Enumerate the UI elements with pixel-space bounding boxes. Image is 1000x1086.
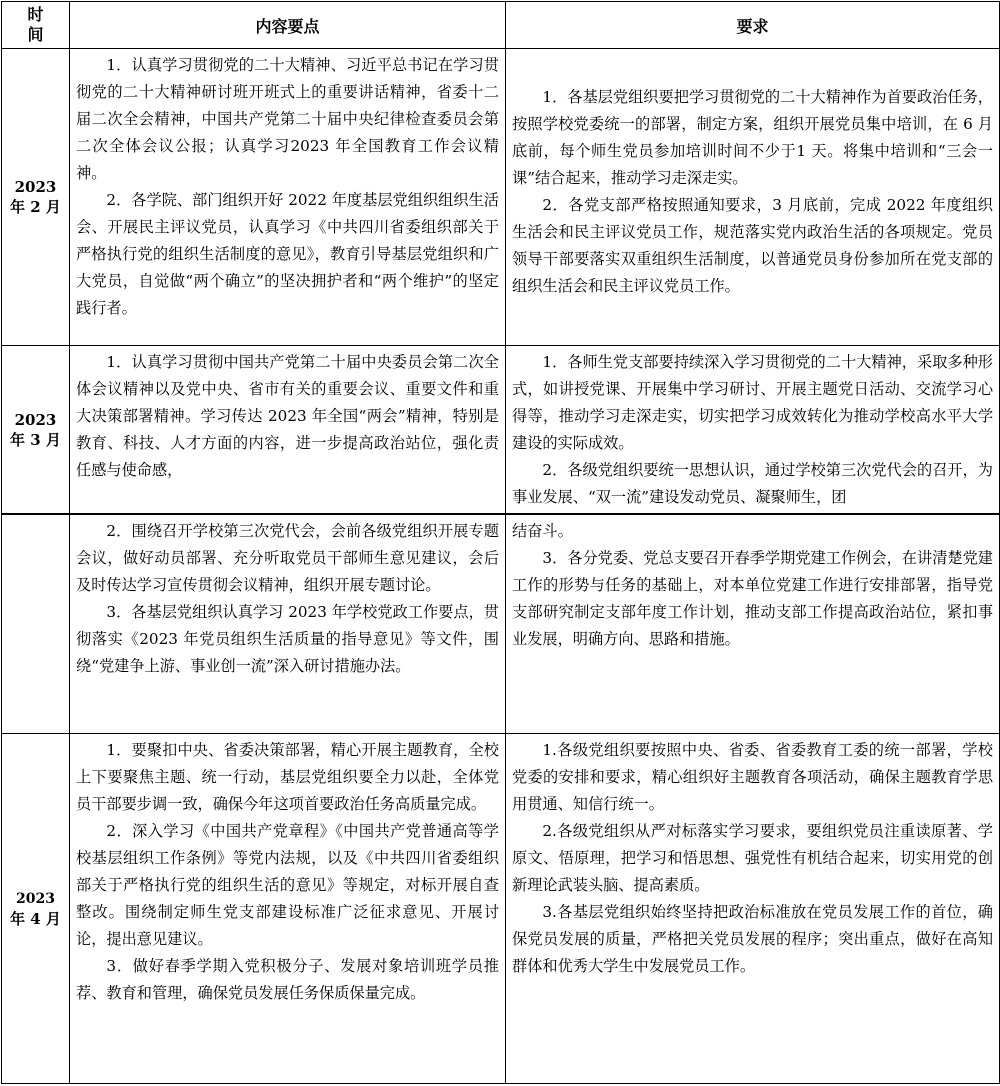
content-paragraph: 1．认真学习贯彻中国共产党第二十届中央委员会第二次全体会议精神以及党中央、省市有关的重要会议、重要文件和重大决策部署精神。学习传达 2023 年全国“两会”精神，特别是教育、科技、人才方面的内容，进一步提高政治站位，强化责任感与使命感， [76,353,499,479]
time-cell-empty [2,515,70,734]
requirements-cell-mar [506,346,1000,514]
requirements-paragraph: 3．各分党委、党总支要召开春季学期党建工作例会，在讲清楚党建工作的形势与任务的基础上，对本单位党建工作进行安排部署，指导党支部研究制定支部年度工作计划，推动支部工作提高政治站位，紧扣事业发展，明确方向、思路和措施。 [512,549,993,648]
header-content-label: 内容要点 [255,16,320,36]
plan-table-part-1 [1,1,1000,514]
content-paragraph: 3．各基层党组织认真学习 2023 年学校党政工作要点，贯彻落实《2023 年党员组织生活质量的指导意见》等文件，围绕“党建争上游、事业创一流”深入研讨措施办法。 [76,603,499,675]
requirements-paragraph: 1．各基层党组织要把学习贯彻党的二十大精神作为首要政治任务，按照学校党委统一的部署，制定方案，组织开展党员集中培训，在 6 月底前，每个师生党员参加培训时间不少于1 天。将集中培训和“三会一课”结合起来，推动学习走深走实。 [512,88,993,187]
requirements-paragraph: 1．各师生党支部要持续深入学习贯彻党的二十大精神，采取多种形式，如讲授党课、开展集中学习研讨、开展主题党日活动、交流学习心得等，推动学习走深走实，切实把学习成效转化为推动学校高水平大学建设的实际成效。 [512,353,993,452]
time-month: 年 2 月 [10,198,61,216]
requirements-paragraph: 1.各级党组织要按照中央、省委、省委教育工委的统一部署，学校党委的安排和要求，精心组织好主题教育各项活动，确保主题教育学思用贯通、知信行统一。 [512,741,993,813]
requirements-paragraph: 2．各党支部严格按照通知要求，3 月底前，完成 2022 年度组织生活会和民主评议党员工作，规范落实党内政治生活的各项规定。党员领导干部要落实双重组织生活制度，以普通党员身份参加所在党支部的组织生活会和民主评议党员工作。 [512,196,993,295]
table-row-mar-continued [2,515,1000,734]
time-cell-feb [2,49,70,346]
content-paragraph: 1．要聚扣中央、省委决策部署，精心开展主题教育，全校上下要聚焦主题、统一行动，基层党组织要全力以赴，全体党员干部要步调一致，确保今年这项首要政治任务高质量完成。 [76,741,499,813]
requirements-cell-mar-continued [506,515,1000,734]
content-cell-mar [70,346,506,514]
content-cell-feb [70,49,506,346]
header-requirements-label: 要求 [736,16,769,36]
content-paragraph: 2．各学院、部门组织开好 2022 年度基层党组织组织生活会、开展民主评议党员，认真学习《中共四川省委组织部关于严格执行党的组织生活制度的意见》，教育引导基层党组织和广大党员，自觉做“两个确立”的坚决拥护者和“两个维护”的坚定践行者。 [76,191,499,317]
content-cell-apr [70,734,506,1084]
content-paragraph: 1．认真学习贯彻党的二十大精神、习近平总书记在学习贯彻党的二十大精神研讨班开班式上的重要讲话精神，省委十二届二次全会精神，中国共产党第二十届中央纪律检查委员会第二次全体会议公报；认真学习2023 年全国教育工作会议精神。 [76,56,499,182]
table-row-feb [2,49,1000,346]
time-cell-apr [2,734,70,1084]
content-cell-mar-continued [70,515,506,734]
requirements-paragraph: 2．各级党组织要统一思想认识，通过学校第三次党代会的召开，为事业发展、“双一流”建设发动党员、凝聚师生，团 [512,461,993,506]
requirements-cell-apr [506,734,1000,1084]
content-paragraph: 2．围绕召开学校第三次党代会，会前各级党组织开展专题会议，做好动员部署、充分听取党员干部师生意见建议，会后及时传达学习宣传贯彻会议精神，组织开展专题讨论。 [76,522,499,594]
time-year: 2023 [14,410,57,429]
header-requirements [506,2,1000,49]
header-time-label: 时 间 [27,5,44,44]
table-row-mar [2,346,1000,514]
requirements-paragraph: 2.各级党组织从严对标落实学习要求，要组织党员注重读原著、学原文、悟原理，把学习和悟思想、强党性有机结合起来，切实用党的创新理论武装头脑、提高素质。 [512,822,993,894]
header-content [70,2,506,49]
time-year: 2023 [16,890,55,907]
requirements-paragraph: 3.各基层党组织始终坚持把政治标准放在党员发展工作的首位，确保党员发展的质量，严格把关党员发展的程序；突出重点，做好在高知群体和优秀大学生中发展党员工作。 [512,903,993,975]
table-header-row [2,2,1000,49]
header-time [2,2,70,49]
time-month: 年 4 月 [10,909,61,928]
time-month: 年 3 月 [10,430,61,449]
table-row-apr [2,734,1000,1084]
content-paragraph: 2．深入学习《中国共产党章程》《中国共产党普通高等学校基层组织工作条例》等党内法规，以及《中共四川省委组织部关于严格执行党的组织生活的意见》等规定，对标开展自查整改。围绕制定师生党支部建设标准广泛征求意见、开展讨论，提出意见建议。 [76,822,499,948]
time-year: 2023 [14,178,57,196]
plan-table-part-2 [1,514,1000,1084]
time-cell-mar [2,346,70,514]
content-paragraph: 3．做好春季学期入党积极分子、发展对象培训班学员推荐、教育和管理，确保党员发展任务保质保量完成。 [76,957,499,1002]
requirements-continued-text: 结奋斗。 [512,522,573,540]
requirements-cell-feb [506,49,1000,346]
